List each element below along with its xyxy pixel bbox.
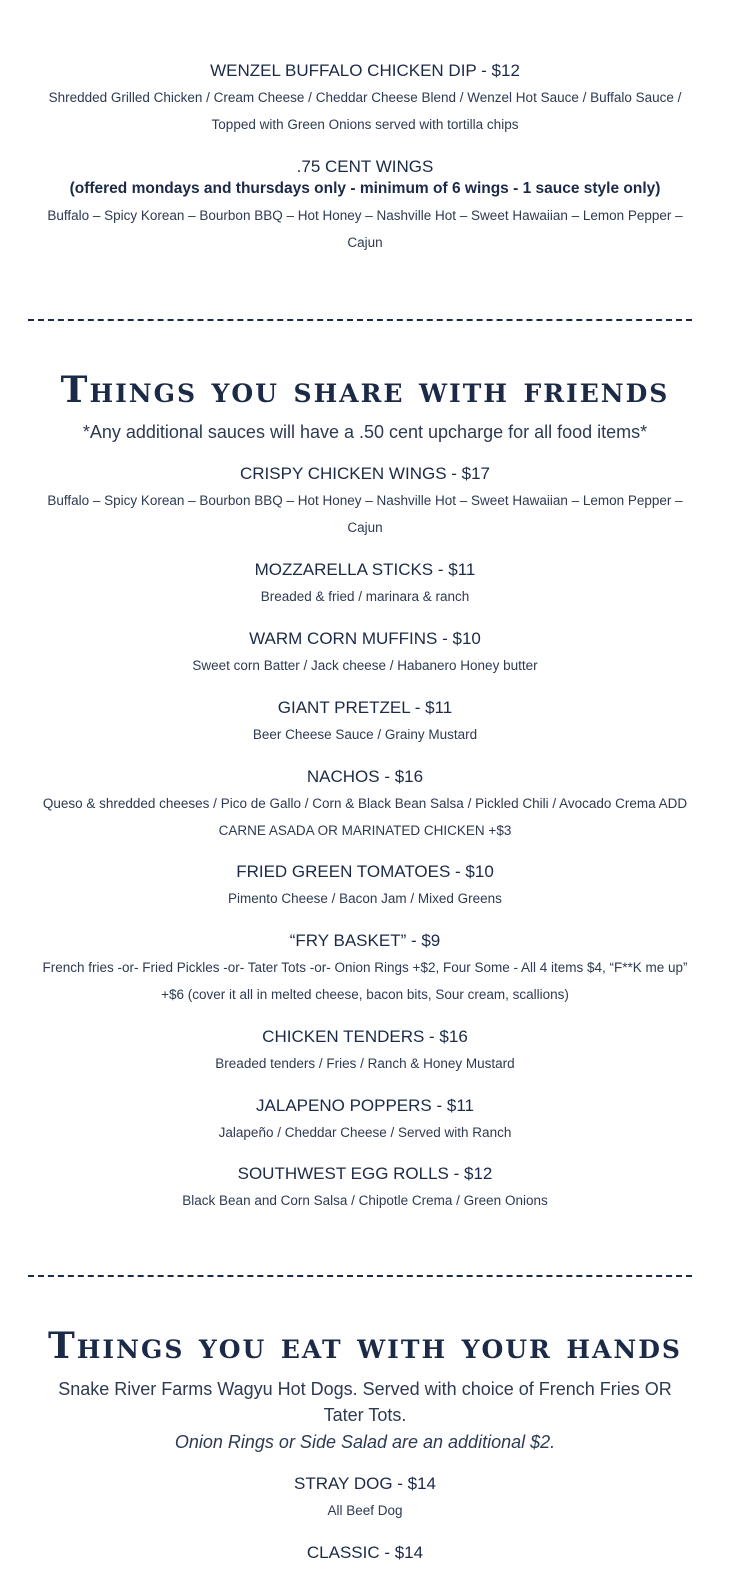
menu-item-description: Buffalo – Spicy Korean – Bourbon BBQ – Hot Honey – Nashville Hot – Sweet Hawaiian – Lemon Pepper – Cajun	[47, 493, 683, 535]
menu-item-title: CLASSIC - $14	[306, 1543, 424, 1562]
menu-item-southwest-egg-rolls	[30, 1163, 700, 1214]
menu-item-title: CRISPY CHICKEN WINGS - $17	[239, 464, 491, 483]
menu-item-buffalo-chicken-dip	[30, 60, 700, 138]
section-divider	[28, 319, 692, 321]
menu-item-title: CHICKEN TENDERS - $16	[262, 1027, 468, 1046]
menu-item-title: WARM CORN MUFFINS - $10	[249, 629, 481, 648]
menu-item-description: Sweet corn Batter / Jack cheese / Habanero Honey butter	[192, 658, 538, 673]
menu-item-description: Buffalo – Spicy Korean – Bourbon BBQ – Hot Honey – Nashville Hot – Sweet Hawaiian – Lemon Pepper – Cajun	[47, 208, 683, 250]
section-divider	[28, 1275, 692, 1277]
menu-item-description: Jalapeño / Cheddar Cheese / Served with Ranch	[218, 1125, 512, 1140]
menu-item-title: “FRY BASKET” - $9	[289, 931, 441, 950]
menu-item-classic	[30, 1542, 700, 1564]
menu-item-crispy-chicken-wings	[30, 463, 700, 541]
menu-item-fry-basket	[30, 930, 700, 1008]
menu-item-title: SOUTHWEST EGG ROLLS - $12	[237, 1164, 493, 1183]
menu-item-warm-corn-muffins	[30, 628, 700, 679]
section-subtitle-hands-italic: Onion Rings or Side Salad are an additional $2.	[174, 1432, 556, 1452]
menu-item-title: GIANT PRETZEL - $11	[277, 698, 453, 717]
menu-item-cent-wings	[30, 156, 700, 256]
menu-item-title: WENZEL BUFFALO CHICKEN DIP - $12	[210, 61, 520, 80]
menu-item-giant-pretzel	[30, 697, 700, 748]
menu-item-description: Pimento Cheese / Bacon Jam / Mixed Greens	[228, 891, 502, 906]
menu-item-fried-green-tomatoes	[30, 861, 700, 912]
section-title-hands: Things you eat with your hands	[48, 1325, 682, 1367]
menu-item-title: STRAY DOG - $14	[293, 1474, 437, 1493]
section-subtitle-hands: Snake River Farms Wagyu Hot Dogs. Served with choice of French Fries OR Tater Tots.	[58, 1379, 672, 1425]
menu-item-title: MOZZARELLA STICKS - $11	[254, 560, 476, 579]
menu-item-description: Black Bean and Corn Salsa / Chipotle Crema / Green Onions	[182, 1193, 548, 1208]
menu-item-chicken-tenders	[30, 1026, 700, 1077]
menu-item-title: .75 CENT WINGS	[296, 157, 434, 176]
menu-item-title: FRIED GREEN TOMATOES - $10	[236, 862, 494, 881]
section-subtitle-share: *Any additional sauces will have a .50 cent upcharge for all food items*	[82, 422, 648, 442]
menu-item-description: Breaded tenders / Fries / Ranch & Honey Mustard	[215, 1056, 515, 1071]
menu-item-title: JALAPENO POPPERS - $11	[256, 1096, 474, 1115]
menu-item-description: French fries -or- Fried Pickles -or- Tater Tots -or- Onion Rings +$2, Four Some - All 4 items $4, “F**K me up” +$6 (cover it all in melted cheese, bacon bits, Sour cream, scallions)	[42, 960, 688, 1002]
menu-item-description: Beer Cheese Sauce / Grainy Mustard	[252, 727, 478, 742]
menu-item-nachos	[30, 766, 700, 844]
menu-item-jalapeno-poppers	[30, 1095, 700, 1146]
menu-item-description: Shredded Grilled Chicken / Cream Cheese / Cheddar Cheese Blend / Wenzel Hot Sauce / Buffalo Sauce / Topped with Green Onions served with tortilla chips	[48, 90, 682, 132]
menu-item-description: All Beef Dog	[327, 1503, 403, 1518]
menu-item-note: (offered mondays and thursdays only - minimum of 6 wings - 1 sauce style only)	[69, 180, 661, 197]
menu-item-stray-dog	[30, 1473, 700, 1524]
menu-item-mozzarella-sticks	[30, 559, 700, 610]
menu-item-description: Breaded & fried / marinara & ranch	[260, 589, 470, 604]
menu-item-description: Queso & shredded cheeses / Pico de Gallo / Corn & Black Bean Salsa / Pickled Chili / Avocado Crema ADD CARNE ASADA OR MARINATED CHICKEN +$3	[42, 796, 688, 838]
menu-item-title: NACHOS - $16	[306, 767, 424, 786]
section-title-share: Things you share with friends	[60, 369, 670, 411]
